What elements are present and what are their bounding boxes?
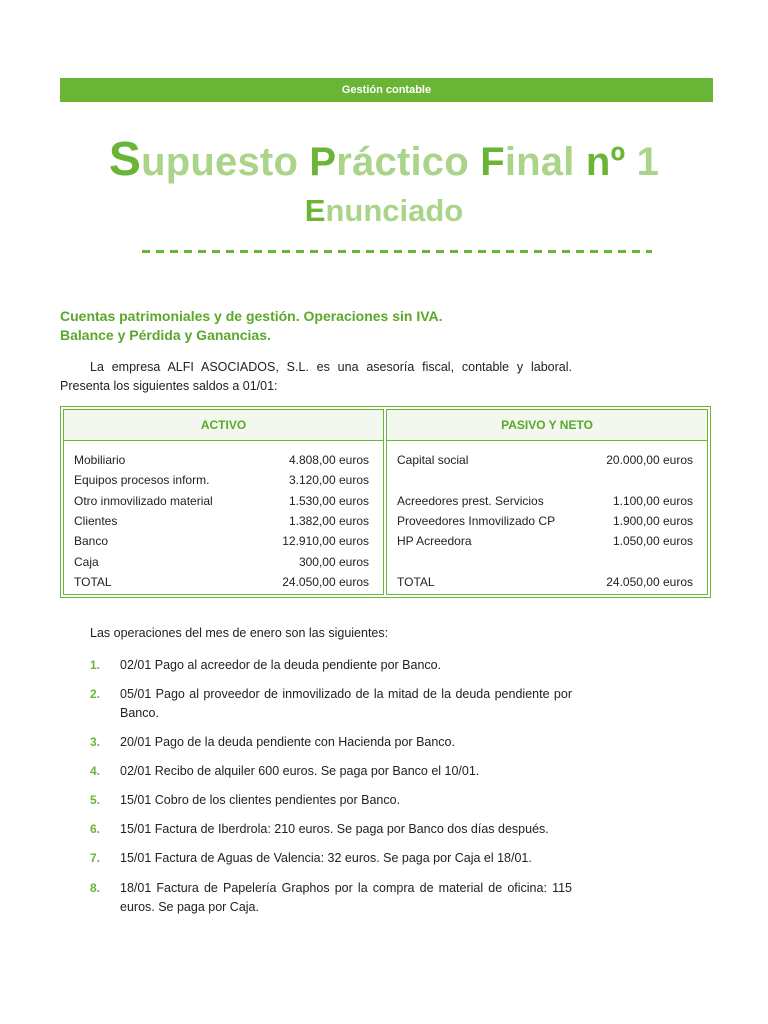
pasivo-row <box>387 470 707 490</box>
section-header-label: Gestión contable <box>341 84 432 96</box>
pasivo-row <box>387 572 707 592</box>
pasivo-row <box>387 511 707 531</box>
pasivo-row-value: 1.900,00 euros <box>612 514 693 529</box>
pasivo-row-label: TOTAL <box>397 574 435 589</box>
page-subtitle: Enunciado <box>304 193 464 228</box>
activo-row <box>64 531 383 551</box>
operation-item <box>90 733 572 752</box>
operation-text: 15/01 Factura de Iberdrola: 210 euros. Se paga por Banco dos días después. <box>120 822 549 836</box>
pasivo-row-label: Capital social <box>397 453 469 468</box>
pasivo-row-value: 1.050,00 euros <box>612 534 693 549</box>
activo-row-value: 12.910,00 euros <box>282 534 369 549</box>
operation-item <box>90 656 572 675</box>
activo-row <box>64 470 383 490</box>
pasivo-row <box>387 531 707 551</box>
activo-row <box>64 511 383 531</box>
operation-number: 2. <box>90 687 101 701</box>
pasivo-row <box>387 450 707 470</box>
operation-number: 5. <box>90 793 101 807</box>
activo-row-value: 4.808,00 euros <box>288 453 369 468</box>
activo-row-value: 3.120,00 euros <box>288 473 369 488</box>
activo-column <box>63 409 384 595</box>
pasivo-row-label: Acreedores prest. Servicios <box>397 493 544 508</box>
operation-item <box>90 849 572 868</box>
activo-row <box>64 491 383 511</box>
activo-row-label: Equipos procesos inform. <box>74 473 210 488</box>
activo-row-label: Banco <box>74 534 109 549</box>
pasivo-row-value: 24.050,00 euros <box>606 574 693 589</box>
operation-number: 4. <box>90 764 101 778</box>
section-heading-line-2: Balance y Pérdida y Ganancias. <box>60 327 271 343</box>
activo-row <box>64 450 383 470</box>
pasivo-rows <box>387 441 707 592</box>
activo-header: ACTIVO <box>64 410 383 441</box>
operation-item <box>90 820 572 839</box>
operation-number: 3. <box>90 735 101 749</box>
operation-item <box>90 762 572 781</box>
activo-row-value: 300,00 euros <box>298 554 369 569</box>
operation-item <box>90 791 572 810</box>
operation-item <box>90 879 572 917</box>
operation-number: 8. <box>90 881 101 895</box>
operation-text: 15/01 Cobro de los clientes pendientes por Banco. <box>120 793 401 807</box>
dashed-divider <box>142 250 652 253</box>
operations-intro: Las operaciones del mes de enero son las siguientes: <box>90 626 389 640</box>
balance-table <box>60 406 711 598</box>
pasivo-row-label: HP Acreedora <box>397 534 472 549</box>
operation-text: 02/01 Recibo de alquiler 600 euros. Se paga por Banco el 10/01. <box>120 764 480 778</box>
pasivo-row <box>387 491 707 511</box>
pasivo-row-value: 20.000,00 euros <box>606 453 693 468</box>
section-heading <box>60 307 620 345</box>
activo-row <box>64 551 383 571</box>
activo-row <box>64 572 383 592</box>
section-heading-line-1: Cuentas patrimoniales y de gestión. Operaciones sin IVA. <box>60 308 443 324</box>
section-header-bar <box>60 78 713 102</box>
page-title: Supuesto Práctico Final nº 1 <box>108 133 660 186</box>
activo-rows <box>64 441 383 592</box>
activo-row-label: Otro inmovilizado material <box>74 493 213 508</box>
activo-row-label: TOTAL <box>74 574 112 589</box>
pasivo-row <box>387 551 707 571</box>
operation-text: 20/01 Pago de la deuda pendiente con Hacienda por Banco. <box>120 735 455 749</box>
operation-number: 1. <box>90 658 101 672</box>
pasivo-row-value: 1.100,00 euros <box>612 493 693 508</box>
activo-row-value: 1.530,00 euros <box>288 493 369 508</box>
operation-text: 05/01 Pago al proveedor de inmovilizado de la mitad de la deuda pendiente por Banco. <box>120 687 572 720</box>
operation-number: 7. <box>90 851 101 865</box>
operation-text: 15/01 Factura de Aguas de Valencia: 32 euros. Se paga por Caja el 18/01. <box>120 851 532 865</box>
intro-paragraph: La empresa ALFI ASOCIADOS, S.L. es una asesoría fiscal, contable y laboral. Presenta los siguientes saldos a 01/01: <box>60 360 572 393</box>
operation-text: 18/01 Factura de Papelería Graphos por la compra de material de oficina: 115 euros. Se paga por Caja. <box>120 881 572 914</box>
activo-row-value: 1.382,00 euros <box>288 514 369 529</box>
pasivo-row-label: Proveedores Inmovilizado CP <box>397 514 556 529</box>
pasivo-header: PASIVO Y NETO <box>387 410 707 441</box>
operation-number: 6. <box>90 822 101 836</box>
operation-text: 02/01 Pago al acreedor de la deuda pendiente por Banco. <box>120 658 442 672</box>
activo-row-label: Caja <box>74 554 99 569</box>
operation-item <box>90 685 572 723</box>
activo-row-label: Mobiliario <box>74 453 126 468</box>
activo-row-label: Clientes <box>74 514 118 529</box>
pasivo-column <box>386 409 708 595</box>
activo-row-value: 24.050,00 euros <box>282 574 369 589</box>
